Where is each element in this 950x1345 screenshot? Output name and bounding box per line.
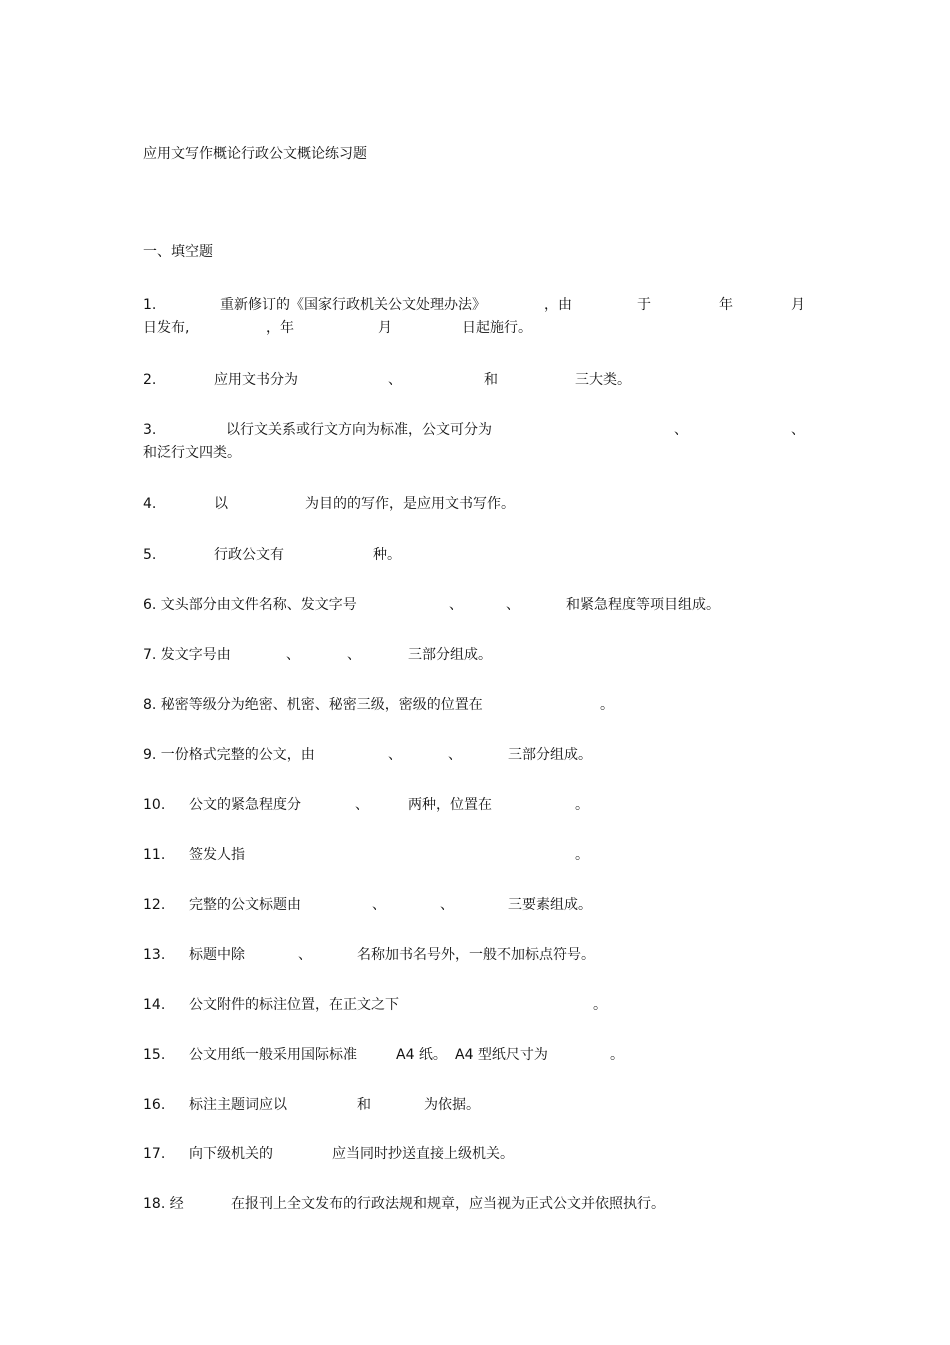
question-text: 、 [674,422,688,438]
question-text: 。 [593,997,607,1013]
question-text: 、 [449,597,463,613]
question-text: 完整的公文标题由 [189,897,301,913]
question-text: 公文的紧急程度分 [189,797,301,813]
question-text: 公文用纸一般采用国际标准 [189,1047,357,1063]
question-text: 三要素组成。 [508,897,592,913]
question-text: 三大类。 [575,372,631,388]
question-text: 和泛行文四类。 [143,445,241,461]
question-text: 种。 [373,547,401,563]
question-text: 以行文关系或行文方向为标准，公文可分为 [226,422,492,438]
question-text: 重新修订的《国家行政机关公文处理办法》 [220,297,486,313]
question-text: 、 [791,422,805,438]
question-text: 标题中除 [189,947,245,963]
question-text: 、 [448,747,462,763]
question-number: 14. [143,997,166,1013]
question-text: 、 [506,597,520,613]
question-text: 于 [637,297,651,313]
question-text: 。 [610,1047,624,1063]
question-text: 月 [378,320,392,336]
question-number: 10. [143,797,166,813]
question-text: 6. 文头部分由文件名称、发文字号 [143,597,357,613]
question-text: 7. 发文字号由 [143,647,231,663]
question-text: 和紧急程度等项目组成。 [566,597,720,613]
question-text: 日发布, [143,320,190,336]
question-text: 、 [286,647,300,663]
question-number: 11. [143,847,166,863]
question-number: 17. [143,1146,166,1162]
question-text: 和 [484,372,498,388]
question-text: ，由 [544,297,572,313]
question-text: ，年 [266,320,294,336]
question-text: 公文附件的标注位置，在正文之下 [189,997,399,1013]
question-text: 以 [214,496,228,512]
question-text: 、 [440,897,454,913]
question-text: 两种，位置在 [408,797,492,813]
question-text: 日起施行。 [462,320,532,336]
question-text: 、 [347,647,361,663]
question-text: 、 [388,372,402,388]
question-text: 三部分组成。 [408,647,492,663]
question-text: 签发人指 [189,847,245,863]
question-number: 16. [143,1097,166,1113]
question-text: 、 [298,947,312,963]
question-text: 8. 秘密等级分为绝密、机密、秘密三级，密级的位置在 [143,697,483,713]
question-text: 行政公文有 [214,547,284,563]
question-number: 1. [143,297,157,313]
question-text: 9. 一份格式完整的公文，由 [143,747,315,763]
question-text: 18. 经 [143,1196,184,1212]
question-text: A4 型纸尺寸为 [455,1047,548,1063]
question-text: 年 [719,297,733,313]
question-text: 为目的的写作，是应用文书写作。 [305,496,515,512]
question-text: 三部分组成。 [508,747,592,763]
question-text: 为依据。 [424,1097,480,1113]
question-text: 和 [357,1097,371,1113]
question-text: 标注主题词应以 [189,1097,287,1113]
question-text: A4 纸。 [396,1047,447,1063]
question-text: 在报刊上全文发布的行政法规和规章，应当视为正式公文并依照执行。 [231,1196,665,1212]
question-text: 应用文书分为 [214,372,298,388]
question-text: 月 [791,297,805,313]
question-text: 名称加书名号外，一般不加标点符号。 [357,947,595,963]
question-text: 。 [600,697,614,713]
question-text: 向下级机关的 [189,1146,273,1162]
question-number: 3. [143,422,157,438]
question-number: 4. [143,496,157,512]
document-title: 应用文写作概论行政公文概论练习题 [143,146,367,162]
question-text: 、 [355,797,369,813]
question-number: 15. [143,1047,166,1063]
question-number: 2. [143,372,157,388]
question-text: 、 [372,897,386,913]
question-text: 应当同时抄送直接上级机关。 [332,1146,514,1162]
question-text: 。 [575,797,589,813]
section-heading: 一、填空题 [143,244,213,260]
question-number: 5. [143,547,157,563]
question-text: 。 [575,847,589,863]
question-number: 13. [143,947,166,963]
question-number: 12. [143,897,166,913]
question-text: 、 [388,747,402,763]
